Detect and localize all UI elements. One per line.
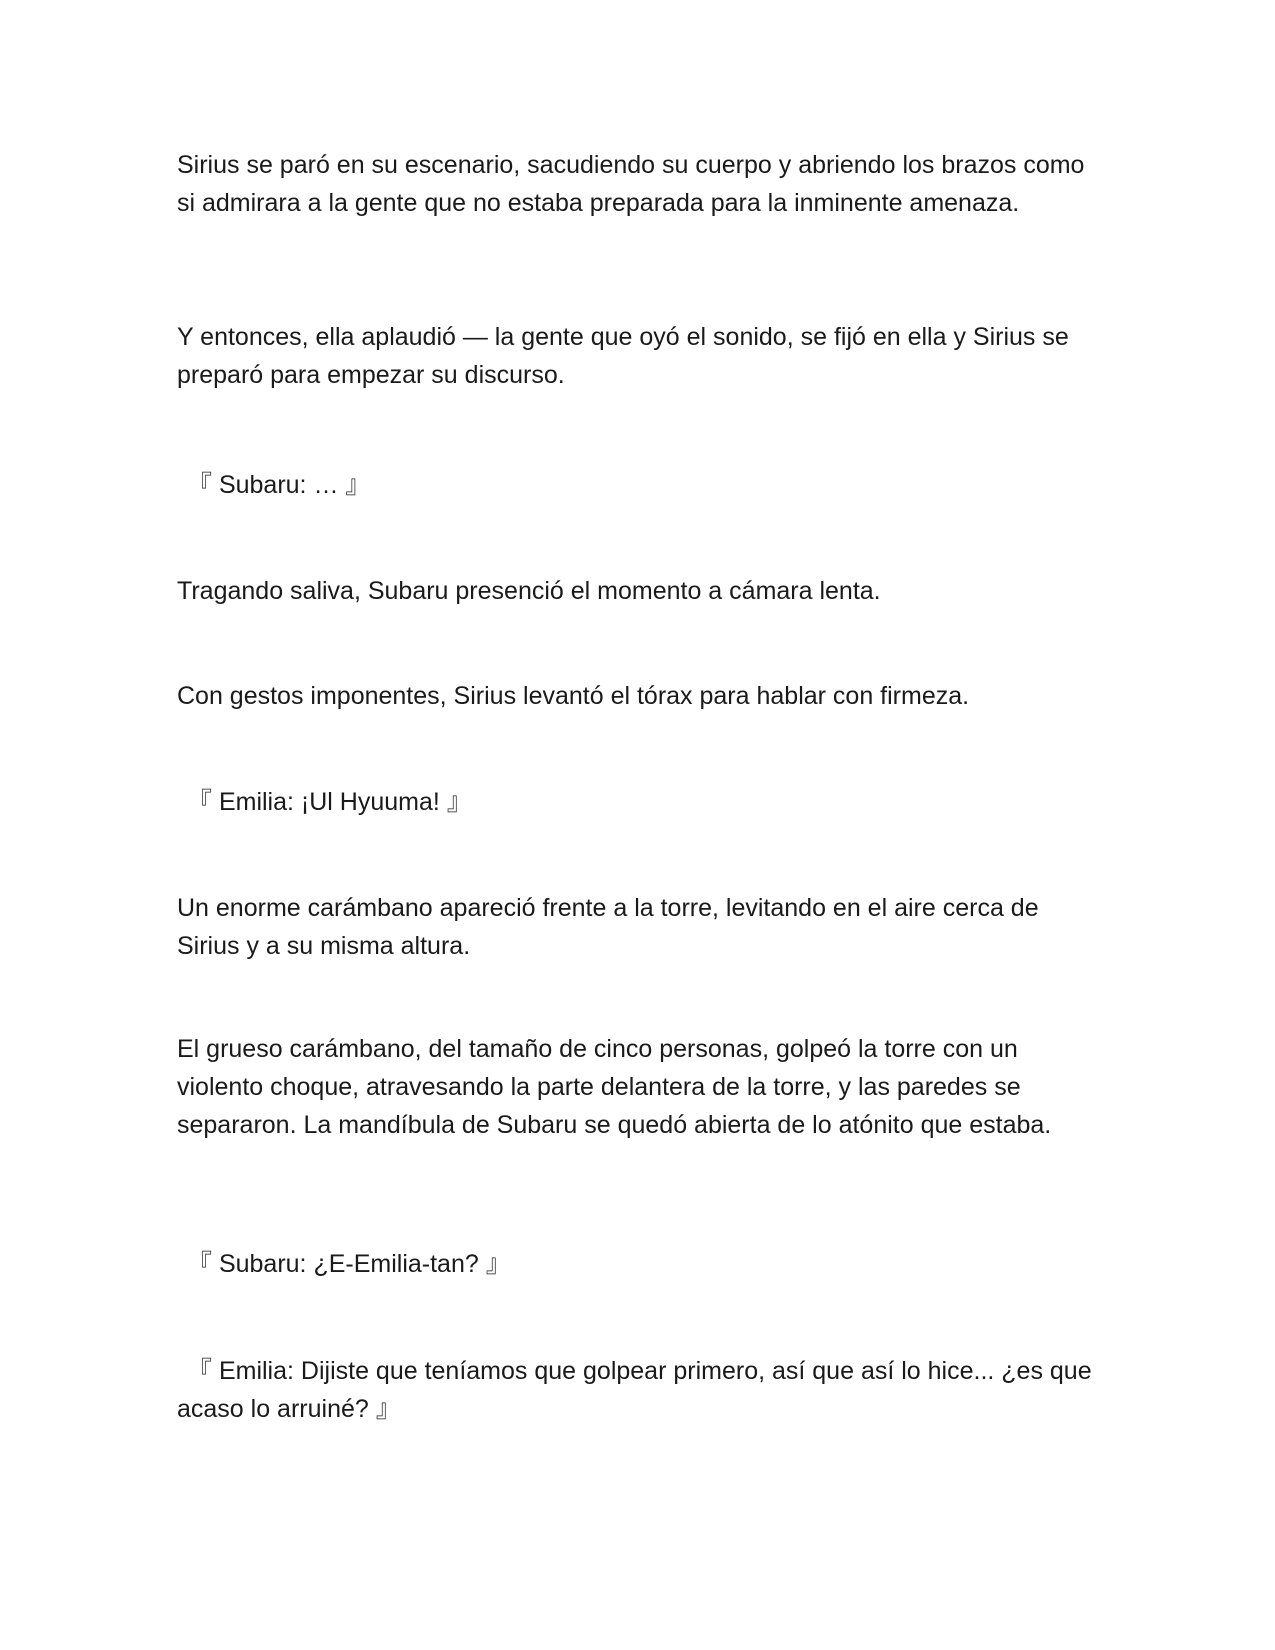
dialogue-subaru-emilia-tan: 『 Subaru: ¿E-Emilia-tan? 』	[187, 1250, 511, 1278]
dialogue-subaru-ellipsis: 『 Subaru: … 』	[187, 471, 371, 499]
paragraph-icicle-appears: Un enorme carámbano apareció frente a la torre, levitando en el aire cerca de Sirius y a su misma altura.	[177, 894, 1039, 960]
paragraph-applause: Y entonces, ella aplaudió — la gente que oyó el sonido, se fijó en ella y Sirius se preparó para empezar su discurso.	[177, 323, 1069, 389]
paragraph-sirius-stage: Sirius se paró en su escenario, sacudiendo su cuerpo y abriendo los brazos como si admirara a la gente que no estaba preparada para la inminente amenaza.	[177, 151, 1085, 217]
paragraph-slow-motion: Tragando saliva, Subaru presenció el momento a cámara lenta.	[177, 577, 881, 605]
dialogue-emilia-strike-first: 『 Emilia: Dijiste que teníamos que golpear primero, así que así lo hice... ¿es que acaso lo arruiné? 』	[177, 1357, 1092, 1423]
dialogue-emilia-ul-hyuuma: 『 Emilia: ¡Ul Hyuuma! 』	[187, 788, 472, 816]
paragraph-icicle-impact: El grueso carámbano, del tamaño de cinco personas, golpeó la torre con un violento choque, atravesando la parte delantera de la torre, y las paredes se separaron. La mandíbula de Subaru se quedó abierta de lo atónito que estaba.	[177, 1035, 1052, 1139]
paragraph-imposing-gestures: Con gestos imponentes, Sirius levantó el tórax para hablar con firmeza.	[177, 682, 970, 710]
